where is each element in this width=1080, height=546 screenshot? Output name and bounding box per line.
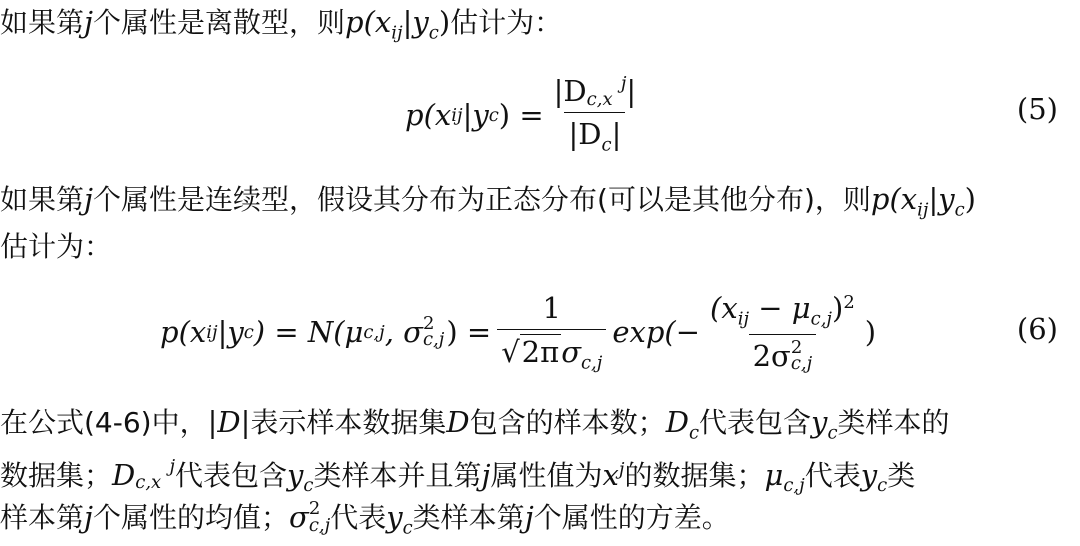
math: j xyxy=(481,457,491,492)
math-sub: ij xyxy=(451,104,463,126)
math: μ xyxy=(764,457,784,492)
math: D xyxy=(665,405,689,439)
paragraph-definitions-1 xyxy=(0,404,950,451)
math-expr: p(x xyxy=(870,182,918,216)
paragraph-continuous-1 xyxy=(0,181,976,228)
math: − μ xyxy=(749,291,811,326)
text: 类样本的 xyxy=(837,406,950,439)
math: y xyxy=(811,405,828,439)
math-expr: |y xyxy=(928,182,955,216)
fraction-numerator: 1 xyxy=(542,290,561,325)
math: 2σ xyxy=(752,338,791,373)
math-sub: c xyxy=(303,475,314,497)
fraction xyxy=(550,74,641,155)
fraction-1 xyxy=(497,291,606,373)
text: 类样本第 xyxy=(412,501,525,534)
math-sub: ij xyxy=(737,308,750,330)
eq-lhs: ) = N(μ xyxy=(253,315,364,349)
fraction-denominator xyxy=(497,329,606,373)
math-sup: 2 xyxy=(308,498,321,520)
paragraph-definitions-3 xyxy=(0,499,730,546)
equation-5 xyxy=(405,74,646,156)
sqrt-sign: √ xyxy=(501,334,520,369)
eq-lhs: ) = xyxy=(446,315,492,349)
text: 包含的样本数； xyxy=(469,406,666,439)
math-expr: ) xyxy=(964,182,976,216)
text: 个属性是连续型，假设其分布为正态分布(可以是其他分布)，则 xyxy=(93,183,871,216)
math: j xyxy=(84,500,94,534)
math-sub: c xyxy=(402,517,413,539)
math-sub: ij xyxy=(391,22,403,44)
math: D xyxy=(446,405,470,439)
eq-lhs: , σ xyxy=(384,315,423,349)
math-subsup xyxy=(586,72,627,110)
math-sub: c,j xyxy=(363,321,385,343)
math-sub: c xyxy=(601,134,612,156)
math: y xyxy=(860,457,878,492)
math-sup: 2 xyxy=(422,312,435,334)
math-subsup xyxy=(308,498,331,536)
fraction-numerator xyxy=(706,291,859,333)
paragraph-definitions-2 xyxy=(0,452,915,504)
math: y xyxy=(386,500,403,534)
fraction-2 xyxy=(706,291,859,375)
text: 属性值为 xyxy=(490,458,603,492)
math: | xyxy=(626,74,637,109)
math-sup: j xyxy=(618,459,625,480)
math-expr: p(x xyxy=(345,5,392,39)
math-sub: c xyxy=(827,422,838,444)
fraction-denominator xyxy=(749,334,817,373)
math-sub: c,x xyxy=(135,472,162,494)
text: 如果第 xyxy=(0,183,85,216)
math: ) xyxy=(864,315,877,349)
sqrt xyxy=(501,334,561,369)
text: 估计为： xyxy=(0,230,113,263)
math-sub: c xyxy=(243,321,254,343)
math: |D| xyxy=(207,405,251,439)
math-sup: 2 xyxy=(843,292,855,314)
text: 代表 xyxy=(804,458,861,492)
eq-lhs: ) = xyxy=(498,98,544,132)
math-sub: c,j xyxy=(790,353,813,375)
math-sup: j xyxy=(169,456,176,478)
text: 个属性的均值； xyxy=(93,501,290,534)
exp: exp(− xyxy=(612,315,701,349)
math-sub: ij xyxy=(917,199,929,221)
math-sup: j xyxy=(620,72,627,94)
math-sub: ij xyxy=(206,321,218,343)
math: j xyxy=(524,500,534,534)
text: 估计为： xyxy=(450,6,563,39)
math-sub: c xyxy=(954,199,965,221)
text: 数据集； xyxy=(0,458,113,492)
equation-number-5: (5) xyxy=(1016,92,1058,126)
eq-lhs: p(x xyxy=(160,315,207,349)
math-subsup xyxy=(135,456,176,494)
math: σ xyxy=(289,500,309,534)
math-sub: c xyxy=(877,475,888,497)
math: D xyxy=(112,457,136,492)
math: (x xyxy=(710,291,738,326)
text: 代表包含 xyxy=(699,406,812,439)
text: 的数据集； xyxy=(624,458,765,492)
math: |D xyxy=(553,74,587,109)
text: 在公式(4-6)中， xyxy=(0,406,208,439)
math: σ xyxy=(561,334,581,369)
math-sub: c,j xyxy=(783,475,805,497)
text: 类样本并且第 xyxy=(313,458,482,492)
text: 个属性的方差。 xyxy=(533,501,730,534)
math: | xyxy=(611,117,622,152)
radicand: 2π xyxy=(521,334,560,369)
math: ) xyxy=(832,291,844,326)
math-sup: 2 xyxy=(790,337,803,359)
math-expr: ) xyxy=(438,5,451,39)
math-expr: |y xyxy=(402,5,429,39)
math-sub: c,j xyxy=(810,308,832,330)
text: 样本第 xyxy=(0,501,85,534)
eq-lhs: |y xyxy=(217,315,244,349)
math-sub: c,j xyxy=(580,352,603,374)
text: 代表 xyxy=(330,501,387,534)
text: 个属性是离散型，则 xyxy=(93,6,346,39)
math-j: j xyxy=(84,182,94,216)
equation-number-6: (6) xyxy=(1016,312,1058,346)
eq-lhs: p(x xyxy=(405,98,452,132)
text: 如果第 xyxy=(0,6,85,39)
eq-lhs: |y xyxy=(462,98,489,132)
math-sub: c xyxy=(488,104,499,126)
math: y xyxy=(287,457,304,492)
math-subsup xyxy=(422,312,445,350)
equation-6 xyxy=(160,290,876,374)
math-sub: c,x xyxy=(586,88,613,110)
fraction-numerator xyxy=(550,74,641,112)
math-sub: c,j xyxy=(422,329,445,350)
math-subsup xyxy=(790,337,813,375)
math-sub: c xyxy=(688,422,700,444)
math-sub: c,j xyxy=(308,514,331,536)
text: 类 xyxy=(887,458,916,492)
math: |D xyxy=(568,117,602,152)
fraction-denominator xyxy=(564,112,625,155)
text: 代表包含 xyxy=(175,458,288,492)
text: 表示样本数据集 xyxy=(250,406,447,439)
math: x xyxy=(602,457,619,492)
math-sub: c xyxy=(428,22,439,44)
math-j: j xyxy=(84,5,94,39)
paragraph-discrete xyxy=(0,4,562,51)
paragraph-continuous-2 xyxy=(0,228,112,265)
